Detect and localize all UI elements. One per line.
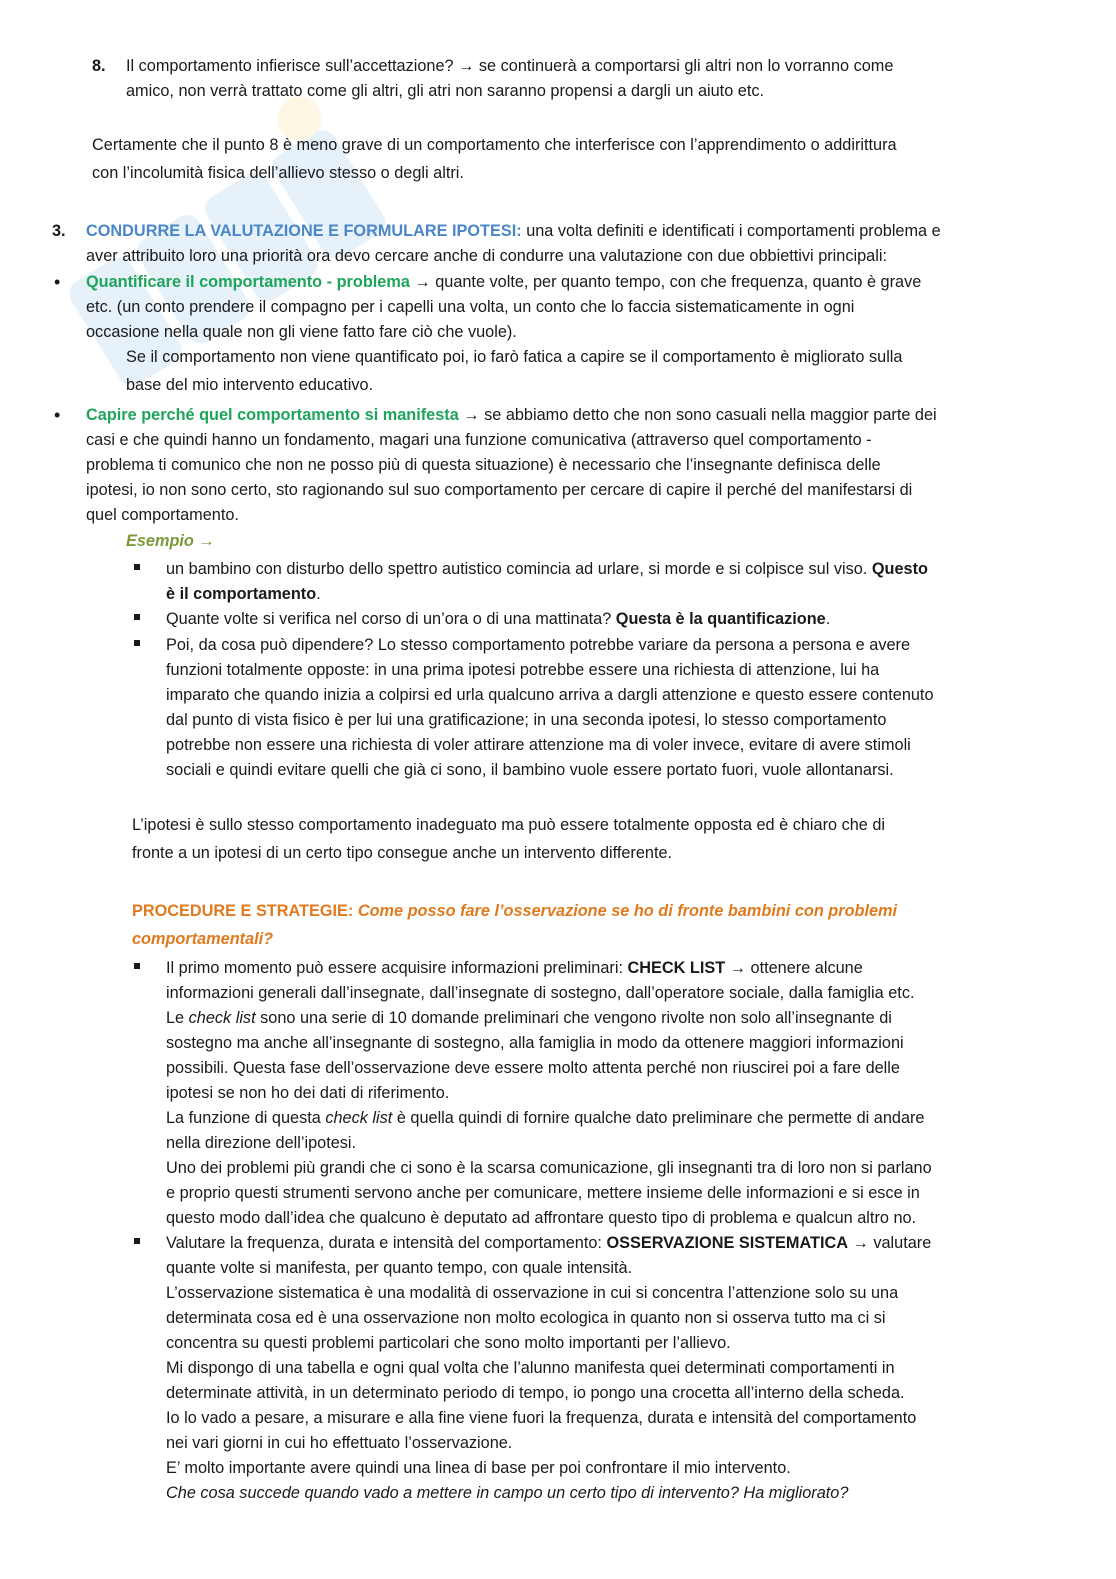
osserv-line-7: determinate attività, in un determinato periodo di tempo, io pongo una crocetta all’interno della scheda. <box>166 1384 905 1402</box>
bullet-2-line-1 <box>86 403 937 428</box>
esempio-item-3-line-4: dal punto di vista fisico è per lui una gratificazione; in una seconda ipotesi, lo stesso comportamento <box>166 711 887 729</box>
esempio-item-1-bold-1: Questo <box>871 560 928 578</box>
procedure-subtitle-1: Come posso fare l’osservazione se ho di fronte bambini con problemi <box>353 902 898 920</box>
item-8-line-2: amico, non verrà trattato come gli altri, gli atri non saranno propensi a dargli un aiuto etc. <box>126 82 765 100</box>
bullet-1-line-5: base del mio intervento educativo. <box>126 376 374 394</box>
bullet-1-line-1-text: → quante volte, per quanto tempo, con che frequenza, quanto è grave <box>409 273 922 291</box>
bullet-1-line-2: etc. (un conto prendere il compagno per i capelli una volta, un conto che lo faccia sistematicamente in ogni <box>86 298 855 316</box>
item-8-line-1: Il comportamento infierisce sull’accettazione? → se continuerà a comportarsi gli altri non lo vorranno come <box>126 57 894 75</box>
osserv-line-3: L’osservazione sistematica è una modalità di osservazione in cui si concentra l’attenzione solo su una <box>166 1284 899 1302</box>
bullet-dot: • <box>54 272 61 292</box>
check-line-11: questo modo dall’idea che qualcuno è deputato ad affrontare questo tipo di problema e qualcun altro no. <box>166 1209 917 1227</box>
osserv-line-8: Io lo vado a pesare, a misurare e alla fine viene fuori la frequenza, durata e intensità del comportamento <box>166 1409 917 1427</box>
check-line-9: Uno dei problemi più grandi che ci sono è la scarsa comunicazione, gli insegnanti tra di loro non si parlano <box>166 1159 932 1177</box>
check-line-1 <box>166 956 863 981</box>
check-line-3-end: sono una serie di 10 domande preliminari che vengono rivolte non solo all’insegnante di <box>255 1009 892 1027</box>
check-line-2: informazioni generali dall’insegnate, dall’insegnate di sostegno, dall’operatore sociale, dalla famiglia etc. <box>166 984 915 1002</box>
bullet-2-line-3: problema ti comunico che non ne posso più di questa situazione) è necessario che l’insegnante definisca delle <box>86 456 881 474</box>
check-line-1-text: Il primo momento può essere acquisire informazioni preliminari: <box>166 959 628 977</box>
esempio-item-2-text: Quante volte si verifica nel corso di un’ora o di una mattinata? <box>166 610 616 628</box>
check-line-6: ipotesi se non ho dei dati di riferimento. <box>166 1084 450 1102</box>
paragraph-certamente-line-2: con l’incolumità fisica dell’allievo stesso o degli altri. <box>92 164 464 182</box>
esempio-item-1-line-2 <box>166 582 321 607</box>
esempio-item-3-line-3: imparato che quando inizia a colpirsi ed urla qualcuno arriva a dargli attenzione e questo essere contenuto <box>166 686 934 704</box>
check-line-4: sostegno ma anche all’insegnante di sostegno, alla famiglia in modo da ottenere maggiori informazioni <box>166 1034 904 1052</box>
check-line-7-italic: check list <box>325 1109 393 1127</box>
check-line-7 <box>166 1106 924 1131</box>
paragraph-ipotesi-line-2: fronte a un ipotesi di un certo tipo consegue anche un intervento differente. <box>132 844 673 862</box>
bullet-2-line-2: casi e che quindi hanno un fondamento, magari una funzione comunicativa (attraverso quel comportamento - <box>86 431 872 449</box>
osserv-line-11-italic: Che cosa succede quando vado a mettere in campo un certo tipo di intervento? Ha migliorato? <box>166 1484 849 1502</box>
procedure-heading-line-1 <box>132 899 897 924</box>
osserv-line-4: determinata cosa ed è una osservazione non molto ecologica in quanto non si osserva tutto ma ci si <box>166 1309 886 1327</box>
square-bullet <box>134 614 140 620</box>
check-line-3-italic: check list <box>188 1009 256 1027</box>
paragraph-ipotesi-line-1: L’ipotesi è sullo stesso comportamento inadeguato ma può essere totalmente opposta ed è chiaro che di <box>132 816 886 834</box>
check-line-8: nella direzione dell’ipotesi. <box>166 1134 357 1152</box>
esempio-item-3-line-1: Poi, da cosa può dipendere? Lo stesso comportamento potrebbe variare da persona a persona e avere <box>166 636 910 654</box>
osserv-line-10: E’ molto importante avere quindi una linea di base per poi confrontare il mio intervento. <box>166 1459 791 1477</box>
osserv-line-1-end: → valutare <box>848 1234 932 1252</box>
check-line-3-start: Le <box>166 1009 189 1027</box>
procedure-title: PROCEDURE E STRATEGIE: <box>132 902 354 920</box>
esempio-item-3-line-6: sociali e quindi evitare quelli che già ci sono, il bambino vuole essere portato fuori, vuole allontanarsi. <box>166 761 894 779</box>
section-3-line-1 <box>86 219 941 244</box>
esempio-item-1-text: un bambino con disturbo dello spettro autistico comincia ad urlare, si morde e si colpisce sul viso. <box>166 560 872 578</box>
bullet-1-line-4: Se il comportamento non viene quantificato poi, io farò fatica a capire se il comportamento è migliorato sulla <box>126 348 903 366</box>
section-3-title: CONDURRE LA VALUTAZIONE E FORMULARE IPOTESI: <box>86 222 522 240</box>
square-bullet <box>134 640 140 646</box>
osserv-line-5: concentra su questi problemi particolari che sono molto importanti per l’allievo. <box>166 1334 731 1352</box>
esempio-label: Esempio → <box>126 532 215 550</box>
osserv-line-2: quante volte si manifesta, per quanto tempo, con quale intensità. <box>166 1259 633 1277</box>
bullet-2-line-5: quel comportamento. <box>86 506 239 524</box>
osserv-line-1-text: Valutare la frequenza, durata e intensità del comportamento: <box>166 1234 607 1252</box>
esempio-item-1-line-1 <box>166 557 928 582</box>
esempio-item-3-line-2: funzioni totalmente opposte: in una prima ipotesi potrebbe essere una richiesta di attenzione, lui ha <box>166 661 880 679</box>
check-line-1-end: → ottenere alcune <box>725 959 863 977</box>
section-3-line-1-text: una volta definiti e identificati i comportamenti problema e <box>521 222 941 240</box>
osservazione-label: OSSERVAZIONE SISTEMATICA <box>606 1234 848 1252</box>
square-bullet <box>134 564 140 570</box>
esempio-item-2 <box>166 607 830 632</box>
osserv-line-9: nei vari giorni in cui ho effettuato l’osservazione. <box>166 1434 513 1452</box>
osserv-line-11 <box>166 1481 848 1506</box>
square-bullet <box>134 1238 140 1244</box>
check-line-5: possibili. Questa fase dell’osservazione deve essere molto attenta perché non riuscirei poi a fare delle <box>166 1059 900 1077</box>
bullet-1-line-3: occasione nella quale non gli viene fatto fare ciò che vuole). <box>86 323 517 341</box>
section-3-number: 3. <box>52 222 66 240</box>
osserv-line-6: Mi dispongo di una tabella e ogni qual volta che l’alunno manifesta quei determinati comportamenti in <box>166 1359 895 1377</box>
bullet-2-line-1-text: → se abbiamo detto che non sono casuali nella maggior parte dei <box>458 406 937 424</box>
item-8-number: 8. <box>92 57 106 75</box>
bullet-2-line-4: ipotesi, io non sono certo, sto ragionando sul suo comportamento per cercare di capire il perché del manifestarsi di <box>86 481 913 499</box>
check-line-3 <box>166 1006 892 1031</box>
check-line-7-end: è quella quindi di fornire qualche dato preliminare che permette di andare <box>392 1109 925 1127</box>
section-3-line-2: aver attribuito loro una priorità ora devo cercare anche di condurre una valutazione con due obbiettivi principali: <box>86 247 887 265</box>
esempio-item-1-end: . <box>316 585 321 603</box>
esempio-item-2-end: . <box>825 610 831 628</box>
bullet-dot: • <box>54 405 61 425</box>
paragraph-certamente-line-1: Certamente che il punto 8 è meno grave di un comportamento che interferisce con l’apprendimento o addirittura <box>92 136 897 154</box>
bullet-1-line-1 <box>86 270 921 295</box>
bullet-1-title: Quantificare il comportamento - problema <box>86 273 410 291</box>
check-list-label: CHECK LIST <box>627 959 726 977</box>
procedure-subtitle-2: comportamentali? <box>132 930 274 948</box>
check-line-10: e proprio questi strumenti servono anche per comunicare, mettere insieme delle informazioni e si esce in <box>166 1184 920 1202</box>
esempio-item-2-bold: Questa è la quantificazione <box>615 610 826 628</box>
esempio-item-1-bold-2: è il comportamento <box>166 585 317 603</box>
square-bullet <box>134 963 140 969</box>
osserv-line-1 <box>166 1231 931 1256</box>
esempio-item-3-line-5: potrebbe non essere una richiesta di voler attirare attenzione ma di voler invece, evitare di avere stimoli <box>166 736 911 754</box>
check-line-7-start: La funzione di questa <box>166 1109 326 1127</box>
bullet-2-title: Capire perché quel comportamento si manifesta <box>86 406 459 424</box>
